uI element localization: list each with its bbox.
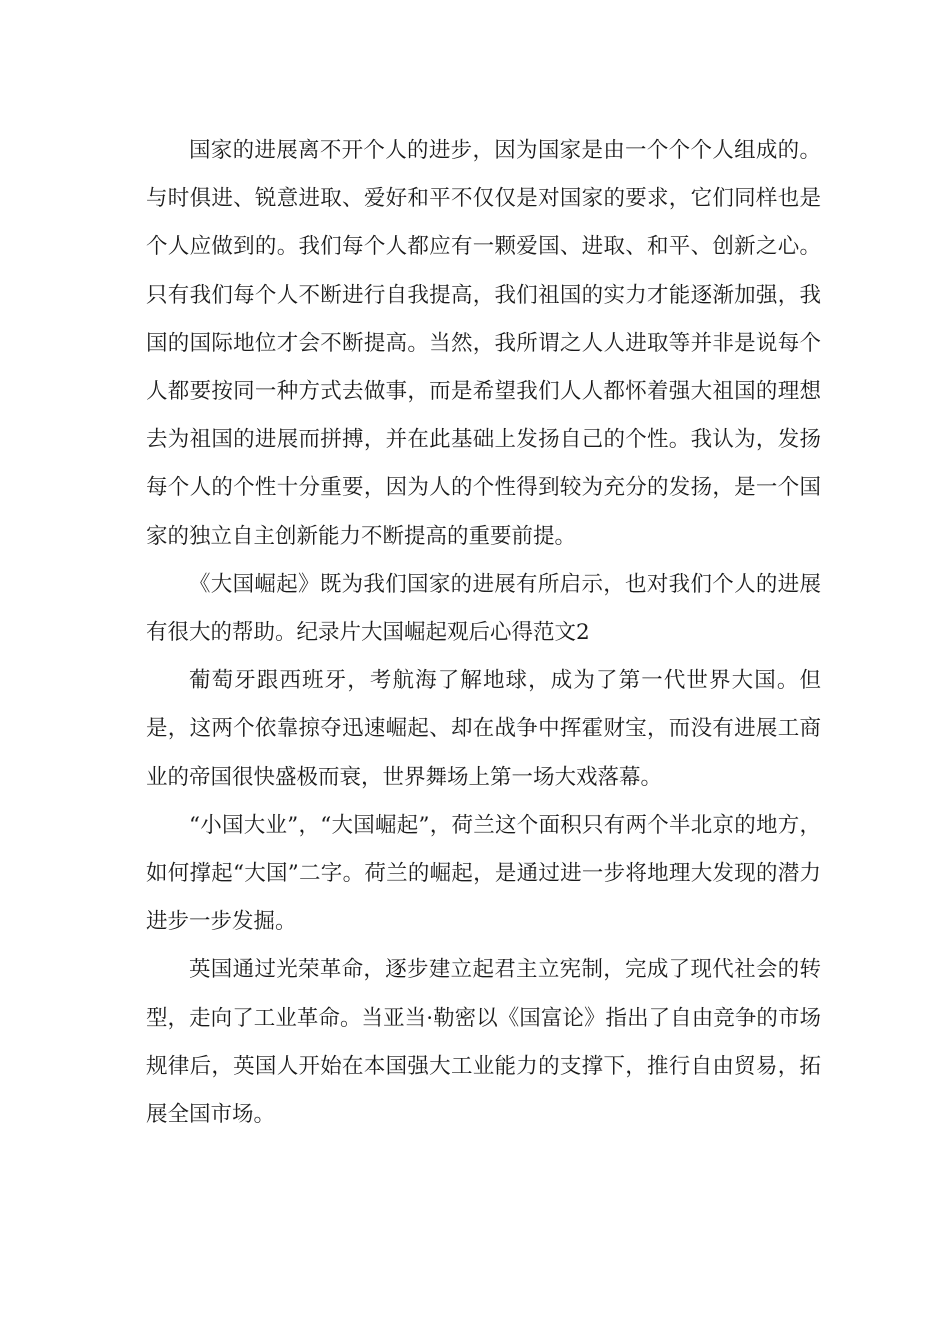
paragraph-2: 《大国崛起》既为我们国家的进展有所启示，也对我们个人的进展有很大的帮助。纪录片大国崛起观后心得范文2: [146, 571, 821, 646]
paragraph-5: 英国通过光荣革命，逐步建立起君主立宪制，完成了现代社会的转型，走向了工业革命。当亚当·勒密以《国富论》指出了自由竞争的市场规律后，英国人开始在本国强大工业能力的支撑下，推行自由贸易，拓展全国市场。: [146, 957, 821, 1128]
paragraph-1: 国家的进展离不开个人的进步，因为国家是由一个个个人组成的。与时俱进、锐意进取、爱好和平不仅仅是对国家的要求，它们同样也是个人应做到的。我们每个人都应有一颗爱国、进取、和平、创新之心。只有我们每个人不断进行自我提高，我们祖国的实力才能逐渐加强，我国的国际地位才会不断提高。当然，我所谓之人人进取等并非是说每个人都要按同一种方式去做事，而是希望我们人人都怀着强大祖国的理想去为祖国的进展而拼搏，并在此基础上发扬自己的个性。我认为，发扬每个人的个性十分重要，因为人的个性得到较为充分的发扬，是一个国家的独立自主创新能力不断提高的重要前提。: [146, 138, 821, 549]
paragraph-4: “小国大业”，“大国崛起”，荷兰这个面积只有两个半北京的地方，如何撑起“大国”二字。荷兰的崛起，是通过进一步将地理大发现的潜力进步一步发掘。: [146, 812, 821, 935]
document-page: [146, 127, 821, 1139]
paragraph-3: 葡萄牙跟西班牙，考航海了解地球，成为了第一代世界大国。但是，这两个依靠掠夺迅速崛起、却在战争中挥霍财宝，而没有进展工商业的帝国很快盛极而衰，世界舞场上第一场大戏落幕。: [146, 668, 821, 790]
